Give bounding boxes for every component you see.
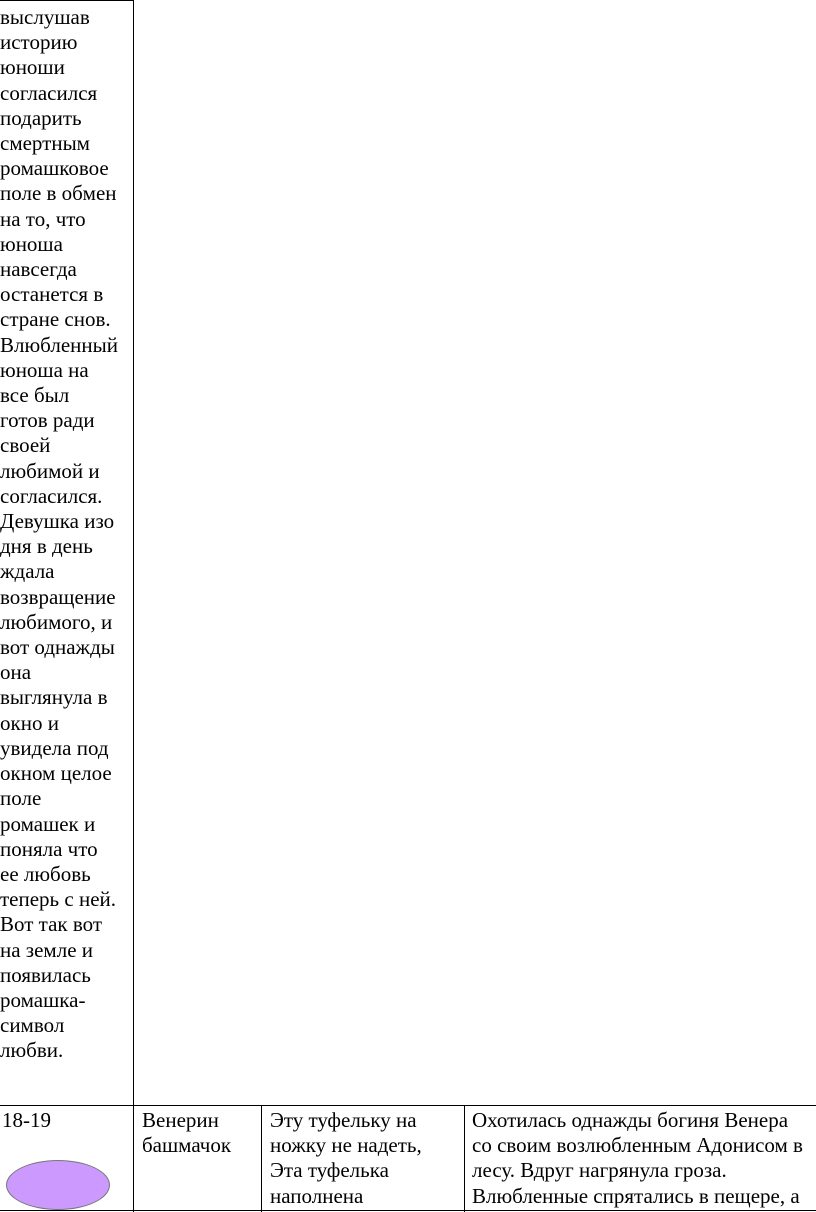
story-continuation-text: выслушав историю юноши согласился подарить смертным ромашковое поле в обмен на то, что юноша навсегда останется в стране снов. Влюбленный юноша на все был готов ради своей любимой и согласился. Девушка изо дня в день ждала возвращение любимого, и вот однажды она выглянула в окно и увидела под окном целое поле ромашек и поняла что ее любовь теперь с ней. Вот так вот на земле и появилась ромашка- символ любви. [0,5,118,1063]
column-divider-2 [261,1105,262,1212]
column-divider-3 [464,1105,465,1212]
flower-name: Венерин башмачок [142,1108,232,1158]
column-divider-1 [133,0,134,1212]
legend-text: Охотилась однажды богиня Венера со своим возлюбленным Адонисом в лесу. Вдруг нагрянула гроза. Влюбленные спрятались в пещере, а [472,1108,803,1208]
table-bottom-border [0,1210,816,1211]
table-top-border [0,0,134,1]
poem-text: Эту туфельку на ножку не надеть, Эта туфелька наполнена [270,1108,422,1208]
flower-oval-shape [6,1160,110,1210]
row-number: 18-19 [2,1108,51,1132]
row-divider [0,1105,816,1106]
